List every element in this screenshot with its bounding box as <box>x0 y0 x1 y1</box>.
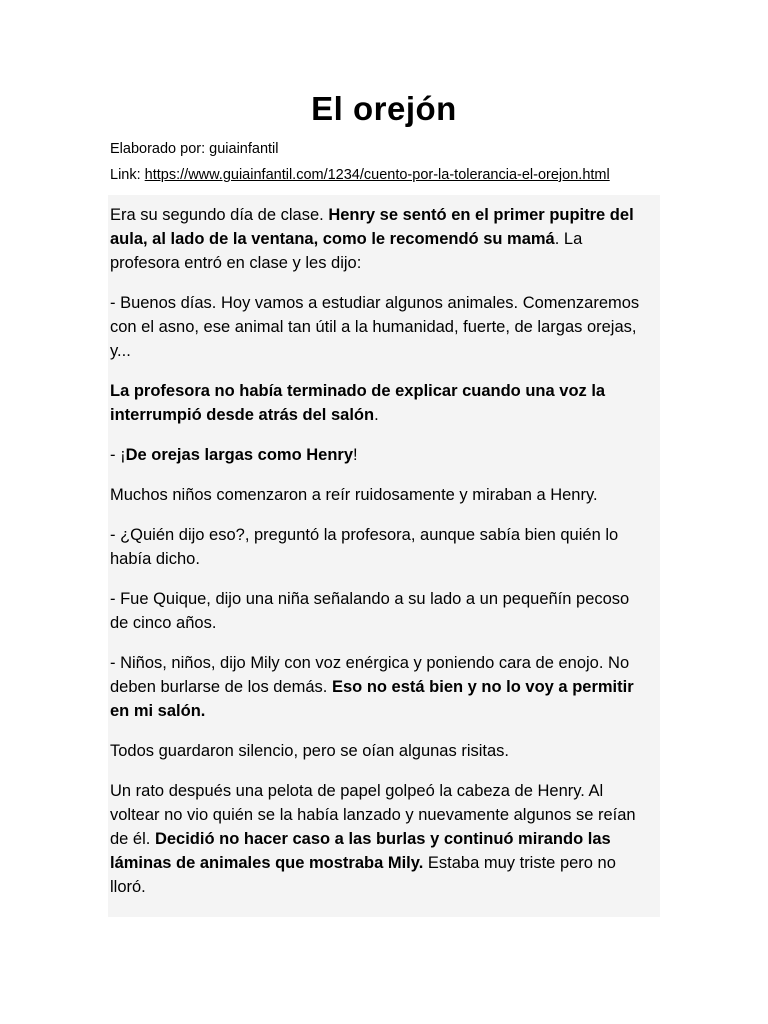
p4-bold: De orejas largas como Henry <box>125 446 354 464</box>
p1-text-a: Era su segundo día de clase. <box>110 206 329 224</box>
story-body <box>108 195 660 917</box>
paragraph-7: - Fue Quique, dijo una niña señalando a su lado a un pequeñín pecoso de cinco años. <box>110 590 630 632</box>
paragraph-4 <box>110 443 650 467</box>
p8-text-a: - Niños, niños, dijo Mily con voz enérgica y poniendo cara de enojo. No deben burlarse de los demás. <box>110 654 630 696</box>
paragraph-8 <box>110 651 650 723</box>
p10-bold: Decidió no hacer caso a las burlas y continuó mirando las láminas de animales que mostraba Mily. <box>110 830 611 872</box>
source-link[interactable]: https://www.guiainfantil.com/1234/cuento-por-la-tolerancia-el-orejon.html <box>144 167 610 183</box>
link-line <box>110 167 610 183</box>
p3-text-b: . <box>374 406 379 424</box>
paragraph-10 <box>110 779 650 899</box>
paragraph-1 <box>110 203 650 275</box>
p4-text-a: - ¡ <box>110 446 126 464</box>
page-title: El orejón <box>311 90 457 127</box>
author-name: guiainfantil <box>209 141 279 157</box>
paragraph-6: - ¿Quién dijo eso?, preguntó la profesora, aunque sabía bien quién lo había dicho. <box>110 526 619 568</box>
paragraph-2: - Buenos días. Hoy vamos a estudiar algunos animales. Comenzaremos con el asno, ese animal tan útil a la humanidad, fuerte, de largas orejas, y... <box>110 294 640 360</box>
author-label: Elaborado por: <box>110 141 210 157</box>
link-label: Link: <box>110 167 145 183</box>
p10-text-c: Estaba muy triste pero no lloró. <box>110 854 616 896</box>
paragraph-5: Muchos niños comenzaron a reír ruidosamente y miraban a Henry. <box>110 486 598 504</box>
p4-text-c: ! <box>353 446 358 464</box>
paragraph-3 <box>110 379 650 427</box>
p10-text-a: Un rato después una pelota de papel golpeó la cabeza de Henry. Al voltear no vio quién se la había lanzado y nuevamente algunos se reían de él. <box>110 782 636 848</box>
p3-bold: La profesora no había terminado de explicar cuando una voz la interrumpió desde atrás del salón <box>110 382 606 424</box>
paragraph-9: Todos guardaron silencio, pero se oían algunas risitas. <box>110 742 509 760</box>
author-line <box>110 141 278 157</box>
p1-bold: Henry se sentó en el primer pupitre del aula, al lado de la ventana, como le recomendó su mamá <box>110 206 634 248</box>
p1-text-c: . La profesora entró en clase y les dijo: <box>110 230 583 272</box>
p8-bold: Eso no está bien y no lo voy a permitir en mi salón. <box>110 678 634 720</box>
